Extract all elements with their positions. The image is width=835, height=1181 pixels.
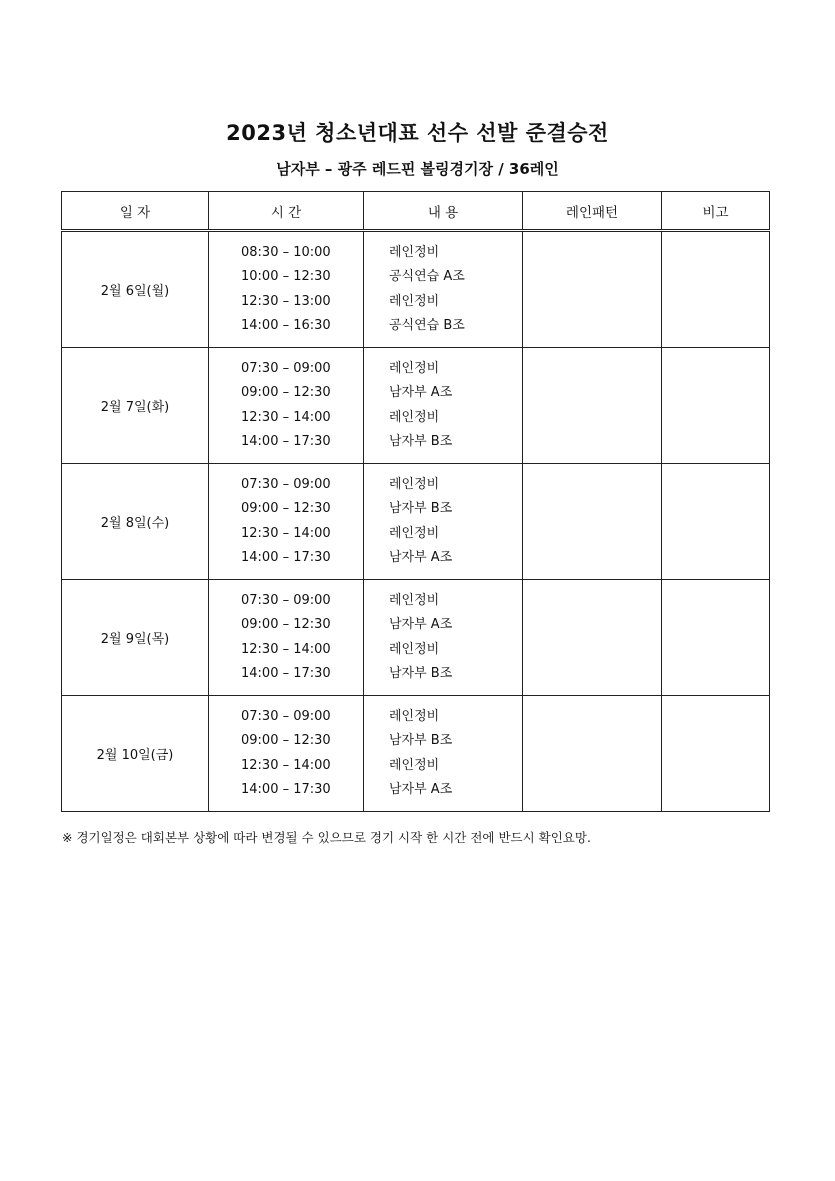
content-slot: 레인정비 [389,360,440,376]
schedule-table [61,191,770,812]
time-cell [209,464,364,580]
header-date: 일 자 [62,192,209,231]
content-slot: 레인정비 [389,757,440,773]
content-slot: 남자부 B조 [389,501,453,516]
table-row [62,580,770,696]
content-slot: 남자부 A조 [389,550,453,565]
content-slot: 레인정비 [389,592,440,608]
time-slot: 08:30 – 10:00 [241,244,331,260]
content-slot: 레인정비 [389,409,440,425]
time-slot: 14:00 – 17:30 [241,550,331,565]
time-slot: 07:30 – 09:00 [241,360,331,376]
table-row [62,696,770,812]
time-slot: 07:30 – 09:00 [241,708,331,724]
content-cell [364,464,523,580]
header-time: 시 간 [209,192,364,231]
content-slot: 레인정비 [389,525,440,541]
time-slot: 09:00 – 12:30 [241,733,331,748]
time-slot: 12:30 – 14:00 [241,409,331,425]
header-remarks: 비고 [662,192,770,231]
lane-pattern-cell [523,580,662,696]
date-cell: 2월 6일(월) [62,231,209,348]
time-slot: 10:00 – 12:30 [241,269,331,284]
content-cell [364,696,523,812]
time-cell [209,580,364,696]
date-cell: 2월 10일(금) [62,696,209,812]
table-row [62,231,770,348]
time-slot: 14:00 – 17:30 [241,434,331,449]
time-slot: 09:00 – 12:30 [241,617,331,632]
lane-pattern-cell [523,231,662,348]
lane-pattern-cell [523,464,662,580]
document-title: 2023년 청소년대표 선수 선발 준결승전 [226,121,609,145]
content-slot: 레인정비 [389,244,440,260]
lane-pattern-cell [523,348,662,464]
content-slot: 레인정비 [389,708,440,724]
time-slot: 14:00 – 17:30 [241,782,331,797]
remarks-cell [662,696,770,812]
time-slot: 12:30 – 13:00 [241,293,331,309]
time-cell [209,696,364,812]
content-cell [364,348,523,464]
time-cell [209,348,364,464]
time-slot: 12:30 – 14:00 [241,525,331,541]
time-slot: 12:30 – 14:00 [241,641,331,657]
content-cell [364,580,523,696]
time-slot: 14:00 – 17:30 [241,666,331,681]
header-lane-pattern: 레인패턴 [523,192,662,231]
table-row [62,464,770,580]
content-cell [364,231,523,348]
content-slot: 남자부 B조 [389,666,453,681]
time-slot: 09:00 – 12:30 [241,385,331,400]
time-slot: 12:30 – 14:00 [241,757,331,773]
lane-pattern-cell [523,696,662,812]
content-slot: 남자부 B조 [389,733,453,748]
time-slot: 09:00 – 12:30 [241,501,331,516]
content-slot: 공식연습 A조 [389,269,465,284]
date-cell: 2월 7일(화) [62,348,209,464]
header-content: 내 용 [364,192,523,231]
table-header-row [62,192,770,231]
remarks-cell [662,348,770,464]
time-cell [209,231,364,348]
content-slot: 남자부 B조 [389,434,453,449]
content-slot: 남자부 A조 [389,617,453,632]
content-slot: 남자부 A조 [389,782,453,797]
time-slot: 07:30 – 09:00 [241,476,331,492]
content-slot: 레인정비 [389,476,440,492]
date-cell: 2월 9일(목) [62,580,209,696]
document-subtitle: 남자부 – 광주 레드핀 볼링경기장 / 36레인 [276,160,559,178]
time-slot: 07:30 – 09:00 [241,592,331,608]
time-slot: 14:00 – 16:30 [241,318,331,333]
remarks-cell [662,464,770,580]
date-cell: 2월 8일(수) [62,464,209,580]
schedule-footnote: ※ 경기일정은 대회본부 상황에 따라 변경될 수 있으므로 경기 시작 한 시간 전에 반드시 확인요망. [62,830,591,845]
content-slot: 공식연습 B조 [389,318,465,333]
table-row [62,348,770,464]
content-slot: 레인정비 [389,641,440,657]
content-slot: 레인정비 [389,293,440,309]
content-slot: 남자부 A조 [389,385,453,400]
remarks-cell [662,231,770,348]
remarks-cell [662,580,770,696]
